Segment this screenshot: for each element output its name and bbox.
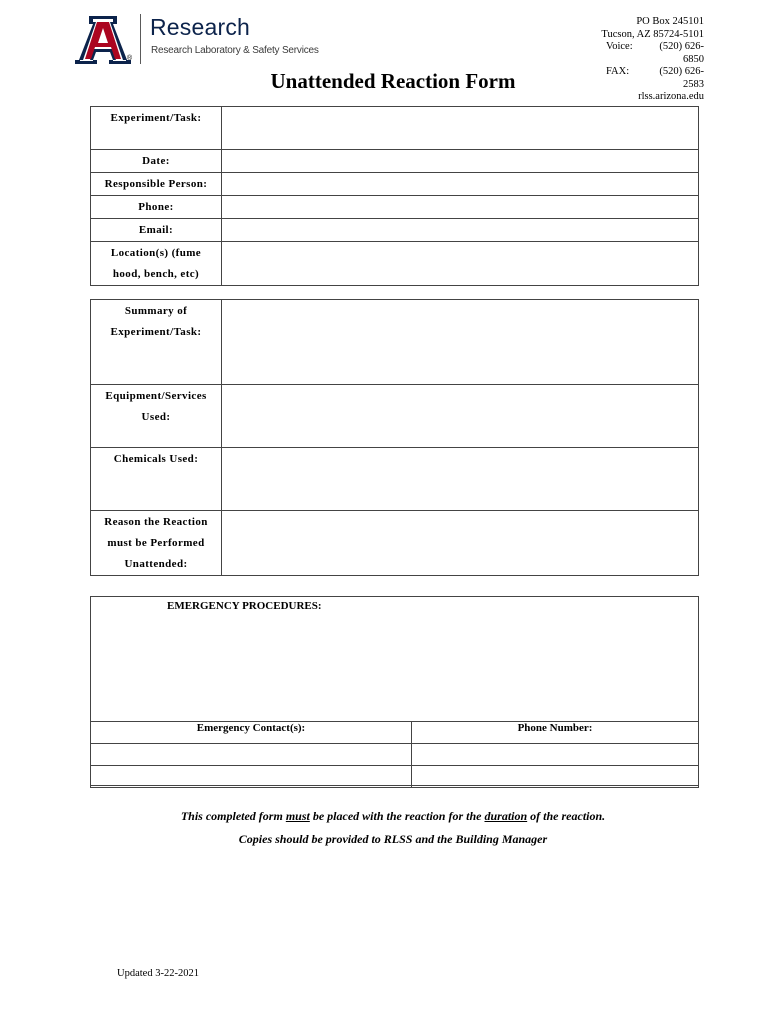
location-field[interactable] <box>222 242 699 286</box>
note-emphasis-must: must <box>285 809 310 823</box>
chemicals-field[interactable] <box>222 448 699 511</box>
note-emphasis-duration: duration <box>484 809 528 823</box>
note-text: of the reaction. <box>527 809 606 823</box>
table-row <box>91 722 699 744</box>
updated-date: Updated 3-22-2021 <box>117 968 199 979</box>
placement-note <box>0 809 770 824</box>
emergency-procedures-field[interactable] <box>91 615 698 720</box>
note-text: This completed form <box>180 809 286 823</box>
university-logo-icon <box>75 14 131 66</box>
experiment-info-table <box>90 106 699 286</box>
table-row <box>91 385 699 448</box>
equipment-label <box>91 385 222 448</box>
voice-label: Voice: <box>606 41 633 52</box>
phone-field[interactable] <box>222 196 699 219</box>
note-text: be placed with the reaction for the <box>309 809 485 823</box>
emergency-contacts-table <box>90 721 699 788</box>
phone-label: Phone: <box>91 196 222 219</box>
reason-label-line: Unattended: <box>124 558 188 570</box>
email-label: Email: <box>91 219 222 242</box>
experiment-label: Experiment/Task: <box>91 107 222 150</box>
emergency-contact-field[interactable] <box>91 744 412 766</box>
voice-row <box>601 41 704 66</box>
location-label-line: hood, bench, etc) <box>112 268 200 280</box>
summary-label-line: Summary of <box>124 305 188 317</box>
website: rlss.arizona.edu <box>638 91 704 102</box>
registered-mark: ® <box>127 55 133 62</box>
reason-label-line: must be Performed <box>107 537 205 549</box>
table-row <box>91 242 699 286</box>
reason-label-line: Reason the Reaction <box>104 516 208 528</box>
fax-label: FAX: <box>606 66 630 77</box>
logo-divider <box>140 14 141 64</box>
brand-subtitle: Research Laboratory & Safety Services <box>151 45 319 56</box>
experiment-details-table <box>90 299 699 576</box>
table-row <box>91 766 699 788</box>
emergency-contact-field[interactable] <box>91 766 412 788</box>
equipment-field[interactable] <box>222 385 699 448</box>
copies-note: Copies should be provided to RLSS and the Building Manager <box>238 832 548 846</box>
table-row <box>91 219 699 242</box>
experiment-field[interactable] <box>222 107 699 150</box>
equipment-label-line: Used: <box>141 411 171 423</box>
emergency-section <box>90 596 699 786</box>
phone-number-header: Phone Number: <box>412 722 699 744</box>
reason-field[interactable] <box>222 511 699 576</box>
emergency-contact-header: Emergency Contact(s): <box>91 722 412 744</box>
brand-title: Research <box>150 14 251 40</box>
date-field[interactable] <box>222 150 699 173</box>
phone-number-field[interactable] <box>412 744 699 766</box>
location-label-line: Location(s) (fume <box>110 247 202 259</box>
city-line: Tucson, AZ 85724-5101 <box>601 28 704 40</box>
table-row <box>91 300 699 385</box>
date-label: Date: <box>91 150 222 173</box>
page-title: Unattended Reaction Form <box>270 69 516 93</box>
po-box: PO Box 245101 <box>636 16 704 27</box>
emergency-procedures-label: EMERGENCY PROCEDURES: <box>167 600 322 612</box>
equipment-label-line: Equipment/Services <box>105 390 207 402</box>
summary-label-line: Experiment/Task: <box>110 326 202 338</box>
location-label <box>91 242 222 286</box>
summary-label <box>91 300 222 385</box>
table-row <box>91 744 699 766</box>
responsible-person-label: Responsible Person: <box>91 173 222 196</box>
reason-label <box>91 511 222 576</box>
responsible-person-field[interactable] <box>222 173 699 196</box>
phone-number-field[interactable] <box>412 766 699 788</box>
fax-number: (520) 626-2583 <box>659 66 704 90</box>
voice-number: (520) 626-6850 <box>659 41 704 65</box>
table-row <box>91 107 699 150</box>
chemicals-label: Chemicals Used: <box>91 448 222 511</box>
summary-field[interactable] <box>222 300 699 385</box>
table-row <box>91 150 699 173</box>
table-row <box>91 448 699 511</box>
email-field[interactable] <box>222 219 699 242</box>
table-row <box>91 173 699 196</box>
table-row <box>91 196 699 219</box>
table-row <box>91 511 699 576</box>
